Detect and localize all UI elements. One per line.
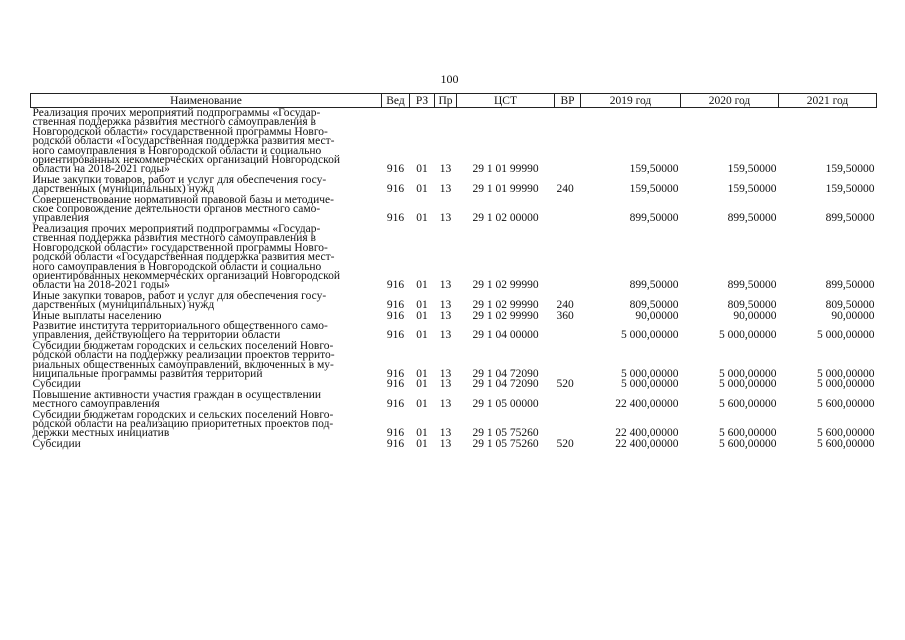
cell-2020: 899,50000 xyxy=(727,279,777,292)
cell-vr: 240 xyxy=(556,183,574,196)
header-name: Наименование xyxy=(31,94,382,108)
table-row xyxy=(31,439,877,449)
cell-vr: 360 xyxy=(556,309,574,322)
cell-2019: 159,50000 xyxy=(629,183,679,196)
table-row xyxy=(31,291,877,311)
cell-cst: 29 1 01 99990 xyxy=(472,183,539,196)
cell-pr: 13 xyxy=(439,437,452,450)
cell-2020: 5 000,00000 xyxy=(719,367,777,380)
table-row xyxy=(31,410,877,439)
cell-ved: 916 xyxy=(386,212,405,225)
row-name-line: ственная поддержка развития местного самоуправления в xyxy=(32,232,316,245)
cell-rz: 01 xyxy=(416,427,428,440)
row-name-line: местного самоуправления xyxy=(32,398,160,411)
cell-rz: 01 xyxy=(416,329,428,342)
cell-ved: 916 xyxy=(386,183,405,196)
cell-rz: 01 xyxy=(416,367,428,380)
cell-pr: 13 xyxy=(439,427,452,440)
cell-2021: 5 600,00000 xyxy=(817,398,875,411)
row-name-line: Новгородской области» государственной программы Новго- xyxy=(32,125,328,138)
cell-2021: 5 600,00000 xyxy=(817,427,875,440)
cell-2019: 5 000,00000 xyxy=(621,367,679,380)
cell-rz: 01 xyxy=(416,309,428,322)
cell-2020: 5 000,00000 xyxy=(719,378,777,391)
cell-2021: 5 600,00000 xyxy=(817,437,875,450)
row-name-line: ориентированных некоммерческих организаций Новгородской xyxy=(32,154,341,167)
cell-2021: 899,50000 xyxy=(825,279,875,292)
cell-cst: 29 1 02 99990 xyxy=(472,279,539,292)
cell-2019: 809,50000 xyxy=(629,299,679,312)
cell-cst: 29 1 02 99990 xyxy=(472,309,539,322)
cell-vr xyxy=(555,390,581,410)
cell-rz: 01 xyxy=(416,398,428,411)
cell-vr xyxy=(555,108,581,175)
row-name-line: дарственных (муниципальных) нужд xyxy=(32,299,215,312)
cell-2019: 22 400,00000 xyxy=(615,437,679,450)
cell-ved: 916 xyxy=(386,398,405,411)
cell-pr: 13 xyxy=(439,212,452,225)
header-2021: 2021 год xyxy=(779,94,877,108)
cell-2020: 5 000,00000 xyxy=(719,329,777,342)
row-name-line: ного самоуправления в Новгородской области и социально xyxy=(32,260,322,273)
table-row xyxy=(31,390,877,410)
row-name-line: ориентированных некоммерческих организаций Новгородской xyxy=(32,269,341,282)
cell-2020: 899,50000 xyxy=(727,212,777,225)
cell-pr: 13 xyxy=(439,279,452,292)
header-ved: Вед xyxy=(382,94,410,108)
cell-2021: 90,00000 xyxy=(831,309,875,322)
cell-ved: 916 xyxy=(386,309,405,322)
cell-vr xyxy=(555,195,581,224)
cell-2021: 5 000,00000 xyxy=(817,378,875,391)
cell-2020: 5 600,00000 xyxy=(719,437,777,450)
row-name-line: Развитие института территориального общественного само- xyxy=(32,319,328,332)
cell-2019: 899,50000 xyxy=(629,212,679,225)
cell-2019: 22 400,00000 xyxy=(615,427,679,440)
row-name-line: Новгородской области» государственной программы Новго- xyxy=(32,241,328,254)
cell-2021: 5 000,00000 xyxy=(817,329,875,342)
table-row xyxy=(31,195,877,224)
cell-cst: 29 1 04 72090 xyxy=(472,378,539,391)
row-name-line: Иные выплаты населению xyxy=(32,309,162,322)
cell-2019: 22 400,00000 xyxy=(615,398,679,411)
row-name-line: Субсидии бюджетам городских и сельских поселений Новго- xyxy=(32,339,334,352)
cell-pr: 13 xyxy=(439,309,452,322)
cell-vr: 520 xyxy=(556,378,574,391)
cell-ved: 916 xyxy=(386,437,405,450)
cell-vr: 520 xyxy=(556,437,574,450)
header-cst: ЦСТ xyxy=(457,94,555,108)
cell-ved: 916 xyxy=(386,367,405,380)
cell-2020: 90,00000 xyxy=(733,309,777,322)
cell-vr xyxy=(555,321,581,341)
cell-2021: 5 000,00000 xyxy=(817,367,875,380)
row-name-line: держки местных инициатив xyxy=(32,427,170,440)
cell-pr: 13 xyxy=(439,367,452,380)
row-name xyxy=(31,390,382,410)
row-name-line: Реализация прочих мероприятий подпрограммы «Государ- xyxy=(32,107,321,119)
cell-2021: 809,50000 xyxy=(825,299,875,312)
budget-table xyxy=(30,93,877,449)
row-name-line: ниципальные программы развития территорий xyxy=(32,367,263,380)
row-name xyxy=(31,410,382,439)
cell-vr xyxy=(555,341,581,380)
row-name-line: управления, действующего на территории области xyxy=(32,329,281,342)
row-name-line: Субсидии xyxy=(32,378,81,391)
cell-ved: 916 xyxy=(386,279,405,292)
row-name-line: родской области «Государственная поддержка развития мест- xyxy=(32,251,335,264)
cell-cst: 29 1 02 00000 xyxy=(472,212,539,225)
cell-ved: 916 xyxy=(386,163,405,176)
row-name xyxy=(31,321,382,341)
table-row xyxy=(31,175,877,195)
cell-2019: 899,50000 xyxy=(629,279,679,292)
cell-rz: 01 xyxy=(416,437,428,450)
table-row xyxy=(31,224,877,291)
table-row xyxy=(31,321,877,341)
cell-cst: 29 1 02 99990 xyxy=(472,299,539,312)
row-name-line: Иные закупки товаров, работ и услуг для обеспечения госу- xyxy=(32,289,327,302)
table-row xyxy=(31,108,877,175)
cell-cst: 29 1 05 00000 xyxy=(472,398,539,411)
cell-2020: 809,50000 xyxy=(727,299,777,312)
table-row xyxy=(31,341,877,380)
header-vr: ВР xyxy=(555,94,581,108)
cell-2020: 5 600,00000 xyxy=(719,427,777,440)
cell-pr: 13 xyxy=(439,378,452,391)
cell-2020: 5 600,00000 xyxy=(719,398,777,411)
row-name-line: дарственных (муниципальных) нужд xyxy=(32,183,215,196)
cell-ved: 916 xyxy=(386,299,405,312)
cell-cst: 29 1 05 75260 xyxy=(472,437,539,450)
row-name xyxy=(31,175,382,195)
row-name-line: ское сопровождение деятельности органов местного само- xyxy=(32,203,321,216)
header-2019: 2019 год xyxy=(581,94,681,108)
row-name-line: области на 2018-2021 годы» xyxy=(32,279,170,292)
row-name-line: Повышение активности участия граждан в осуществлении xyxy=(32,388,322,401)
cell-rz: 01 xyxy=(416,378,428,391)
row-name-line: Реализация прочих мероприятий подпрограммы «Государ- xyxy=(32,222,321,235)
header-pr: Пр xyxy=(435,94,457,108)
cell-2021: 159,50000 xyxy=(825,163,875,176)
cell-rz: 01 xyxy=(416,212,428,225)
row-name xyxy=(31,439,382,449)
row-name-line: ственная поддержка развития местного самоуправления в xyxy=(32,116,316,129)
page-number: 100 xyxy=(440,72,459,86)
cell-cst: 29 1 05 75260 xyxy=(472,427,539,440)
cell-rz: 01 xyxy=(416,163,428,176)
cell-2019: 5 000,00000 xyxy=(621,378,679,391)
row-name-line: родской области «Государственная поддержка развития мест- xyxy=(32,135,335,148)
cell-2020: 159,50000 xyxy=(727,163,777,176)
row-name-line: риальных общественных самоуправлений, включенных в му- xyxy=(32,358,334,371)
row-name xyxy=(31,341,382,380)
cell-pr: 13 xyxy=(439,398,452,411)
cell-vr xyxy=(555,224,581,291)
cell-ved: 916 xyxy=(386,329,405,342)
header-2020: 2020 год xyxy=(681,94,779,108)
cell-pr: 13 xyxy=(439,299,452,312)
cell-rz: 01 xyxy=(416,279,428,292)
row-name-line: области на 2018-2021 годы» xyxy=(32,163,170,176)
cell-2019: 159,50000 xyxy=(629,163,679,176)
cell-2019: 5 000,00000 xyxy=(621,329,679,342)
row-name-line: ного самоуправления в Новгородской области и социально xyxy=(32,144,322,157)
row-name xyxy=(31,291,382,311)
cell-vr xyxy=(555,410,581,439)
cell-2019: 90,00000 xyxy=(635,309,679,322)
row-name-line: Субсидии xyxy=(32,437,81,450)
row-name-line: Иные закупки товаров, работ и услуг для обеспечения госу- xyxy=(32,173,327,186)
cell-pr: 13 xyxy=(439,329,452,342)
row-name-line: Совершенствование нормативной правовой базы и методиче- xyxy=(32,193,334,206)
row-name-line: родской области на реализацию приоритетных проектов под- xyxy=(32,418,334,430)
cell-2021: 899,50000 xyxy=(825,212,875,225)
table-header-row xyxy=(31,94,877,108)
cell-rz: 01 xyxy=(416,183,428,196)
cell-2020: 159,50000 xyxy=(727,183,777,196)
cell-2021: 159,50000 xyxy=(825,183,875,196)
row-name xyxy=(31,224,382,291)
row-name-line: родской области на поддержку реализации проектов террито- xyxy=(32,349,335,362)
cell-pr: 13 xyxy=(439,163,452,176)
row-name xyxy=(31,195,382,224)
row-name-line: Субсидии бюджетам городских и сельских поселений Новго- xyxy=(32,408,334,421)
cell-rz: 01 xyxy=(416,299,428,312)
cell-ved: 916 xyxy=(386,378,405,391)
cell-cst: 29 1 04 72090 xyxy=(472,367,539,380)
header-rz: РЗ xyxy=(410,94,435,108)
cell-ved: 916 xyxy=(386,427,405,440)
cell-vr: 240 xyxy=(556,299,574,312)
row-name xyxy=(31,108,382,175)
cell-pr: 13 xyxy=(439,183,452,196)
cell-cst: 29 1 04 00000 xyxy=(472,329,539,342)
row-name-line: управления xyxy=(32,212,89,225)
cell-cst: 29 1 01 99990 xyxy=(472,163,539,176)
